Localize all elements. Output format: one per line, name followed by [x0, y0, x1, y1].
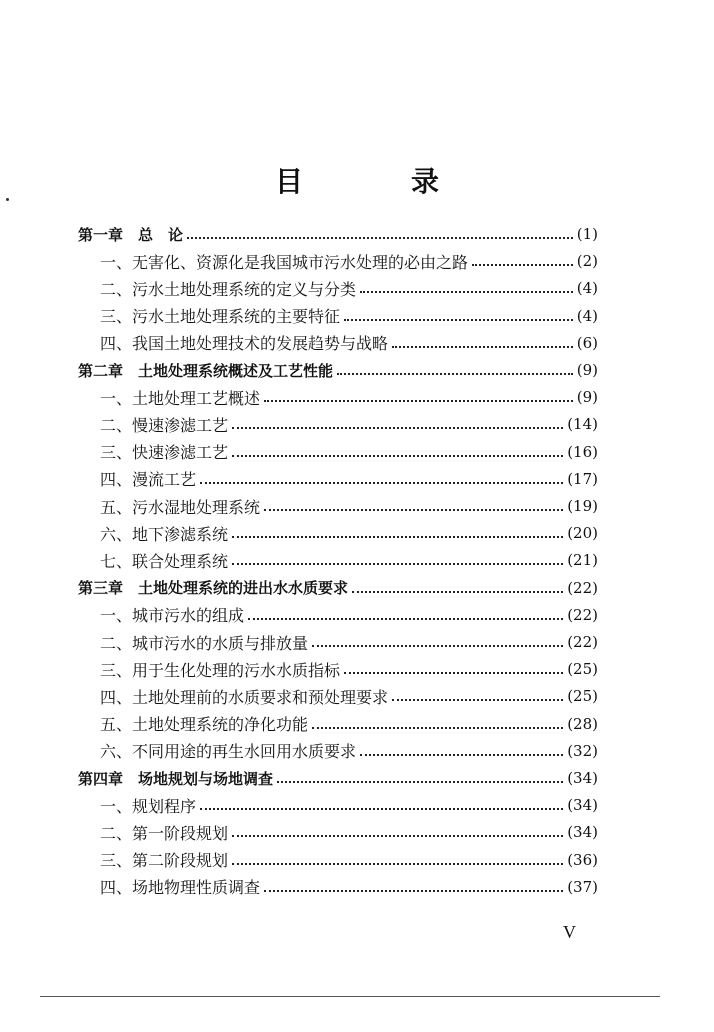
toc-entry-page: (32) [567, 741, 598, 760]
toc-entry-title: 一、城市污水的组成 [100, 606, 245, 626]
toc-entry-page: (25) [567, 687, 598, 706]
toc-entry-page: (34) [567, 796, 598, 815]
leader-dots [337, 373, 573, 375]
toc-entry-page: (16) [567, 442, 598, 461]
toc-entry-page: (28) [567, 714, 598, 733]
toc-entry-page: (22) [567, 605, 598, 624]
toc-chapter-entry[interactable] [78, 766, 598, 790]
leader-dots [344, 319, 573, 321]
leader-dots [200, 808, 563, 810]
toc-entry-page: (36) [567, 850, 598, 869]
toc-entry-title: 五、土地处理系统的净化功能 [100, 715, 309, 735]
toc-section-entry[interactable] [100, 739, 598, 763]
leader-dots [200, 482, 563, 484]
leader-dots [264, 890, 563, 892]
toc-entry-page: (17) [567, 469, 598, 488]
toc-entry-page: (21) [567, 551, 598, 570]
toc-section-entry[interactable] [100, 548, 598, 572]
toc-section-entry[interactable] [100, 603, 598, 627]
toc-entry-title: 三、污水土地处理系统的主要特征 [100, 307, 341, 327]
toc-section-entry[interactable] [100, 684, 598, 708]
toc-section-entry[interactable] [100, 630, 598, 654]
toc-entry-title: 三、第二阶段规划 [100, 851, 229, 871]
toc-entry-title: 一、规划程序 [100, 796, 197, 816]
toc-section-entry[interactable] [100, 412, 598, 436]
leader-dots [312, 645, 563, 647]
toc-section-entry[interactable] [100, 820, 598, 844]
toc-entry-page: (19) [567, 497, 598, 515]
toc-entry-title: 三、用于生化处理的污水水质指标 [100, 660, 341, 680]
leader-dots [392, 699, 563, 701]
toc-entry-title: 二、第一阶段规划 [100, 823, 229, 843]
toc-entry-page: (9) [576, 388, 598, 407]
toc-section-entry[interactable] [100, 848, 598, 872]
leader-dots [277, 781, 563, 783]
toc-entry-title: 第一章 总 论 [78, 225, 184, 244]
toc-entry-page: (14) [567, 415, 598, 434]
toc-section-entry[interactable] [100, 331, 598, 355]
toc-chapter-entry[interactable] [78, 576, 598, 600]
toc-entry-title: 四、土地处理前的水质要求和预处理要求 [100, 687, 389, 707]
toc-entry-page: (34) [567, 823, 598, 842]
leader-dots [232, 563, 563, 565]
leader-dots [344, 672, 563, 674]
toc-section-entry[interactable] [100, 712, 598, 736]
toc-entry-title: 第三章 土地处理系统的进出水水质要求 [78, 579, 349, 598]
page-number: V [563, 922, 576, 942]
toc-entry-page: (4) [576, 279, 598, 298]
leader-dots [232, 835, 563, 837]
toc-chapter-entry[interactable] [78, 222, 598, 246]
toc-entry-title: 四、漫流工艺 [100, 470, 197, 490]
leader-dots [360, 754, 563, 756]
toc-entry-page: (22) [567, 633, 598, 651]
toc-entry-title: 四、场地物理性质调查 [100, 878, 261, 898]
leader-dots [312, 727, 563, 729]
toc-entry-page: (1) [576, 225, 598, 243]
toc-entry-title: 三、快速渗滤工艺 [100, 443, 229, 463]
leader-dots [392, 346, 573, 348]
leader-dots [264, 509, 563, 511]
toc-section-entry[interactable] [100, 249, 598, 273]
leader-dots [248, 618, 563, 620]
leader-dots [264, 400, 573, 402]
toc-entry-title: 一、土地处理工艺概述 [100, 388, 261, 408]
leader-dots [232, 427, 563, 429]
toc-entry-title: 二、慢速渗滤工艺 [100, 415, 229, 435]
toc-entry-page: (34) [567, 769, 598, 787]
toc-section-entry[interactable] [100, 304, 598, 328]
toc-entry-title: 第四章 场地规划与场地调查 [78, 769, 274, 788]
toc-entry-page: (4) [576, 306, 598, 325]
toc-section-entry[interactable] [100, 793, 598, 817]
leader-dots [352, 591, 563, 593]
toc-section-entry[interactable] [100, 875, 598, 899]
toc-entry-page: (25) [567, 660, 598, 679]
toc-section-entry[interactable] [100, 276, 598, 300]
toc-section-entry[interactable] [100, 521, 598, 545]
toc-section-entry[interactable] [100, 440, 598, 464]
toc-entry-title: 二、污水土地处理系统的定义与分类 [100, 279, 357, 299]
toc-entry-title: 六、地下渗滤系统 [100, 524, 229, 544]
toc-section-entry[interactable] [100, 494, 598, 518]
toc-entry-page: (37) [567, 877, 598, 896]
footer-rule [40, 996, 660, 997]
toc-section-entry[interactable] [100, 385, 598, 409]
leader-dots [232, 455, 563, 457]
toc-entry-page: (9) [576, 361, 598, 379]
toc-entry-title: 一、无害化、资源化是我国城市污水处理的必由之路 [100, 252, 469, 272]
leader-dots [360, 291, 573, 293]
leader-dots [187, 237, 573, 239]
toc-entry-title: 第二章 土地处理系统概述及工艺性能 [78, 361, 334, 380]
toc-entry-title: 七、联合处理系统 [100, 551, 229, 571]
leader-dots [232, 863, 563, 865]
toc-section-entry[interactable] [100, 467, 598, 491]
toc-entry-page: (2) [576, 252, 598, 271]
leader-dots [472, 264, 573, 266]
toc-entry-page: (22) [567, 578, 598, 597]
toc-entry-page: (6) [576, 333, 598, 352]
toc-entry-title: 四、我国土地处理技术的发展趋势与战略 [100, 334, 389, 354]
leader-dots [232, 536, 563, 538]
toc-chapter-entry[interactable] [78, 358, 598, 382]
page-title: 目 录 [274, 165, 479, 198]
toc-section-entry[interactable] [100, 657, 598, 681]
toc-entry-title: 五、污水湿地处理系统 [100, 497, 261, 517]
toc-entry-page: (20) [567, 524, 598, 543]
toc-entry-title: 二、城市污水的水质与排放量 [100, 633, 309, 653]
toc-entry-title: 六、不同用途的再生水回用水质要求 [100, 742, 357, 762]
